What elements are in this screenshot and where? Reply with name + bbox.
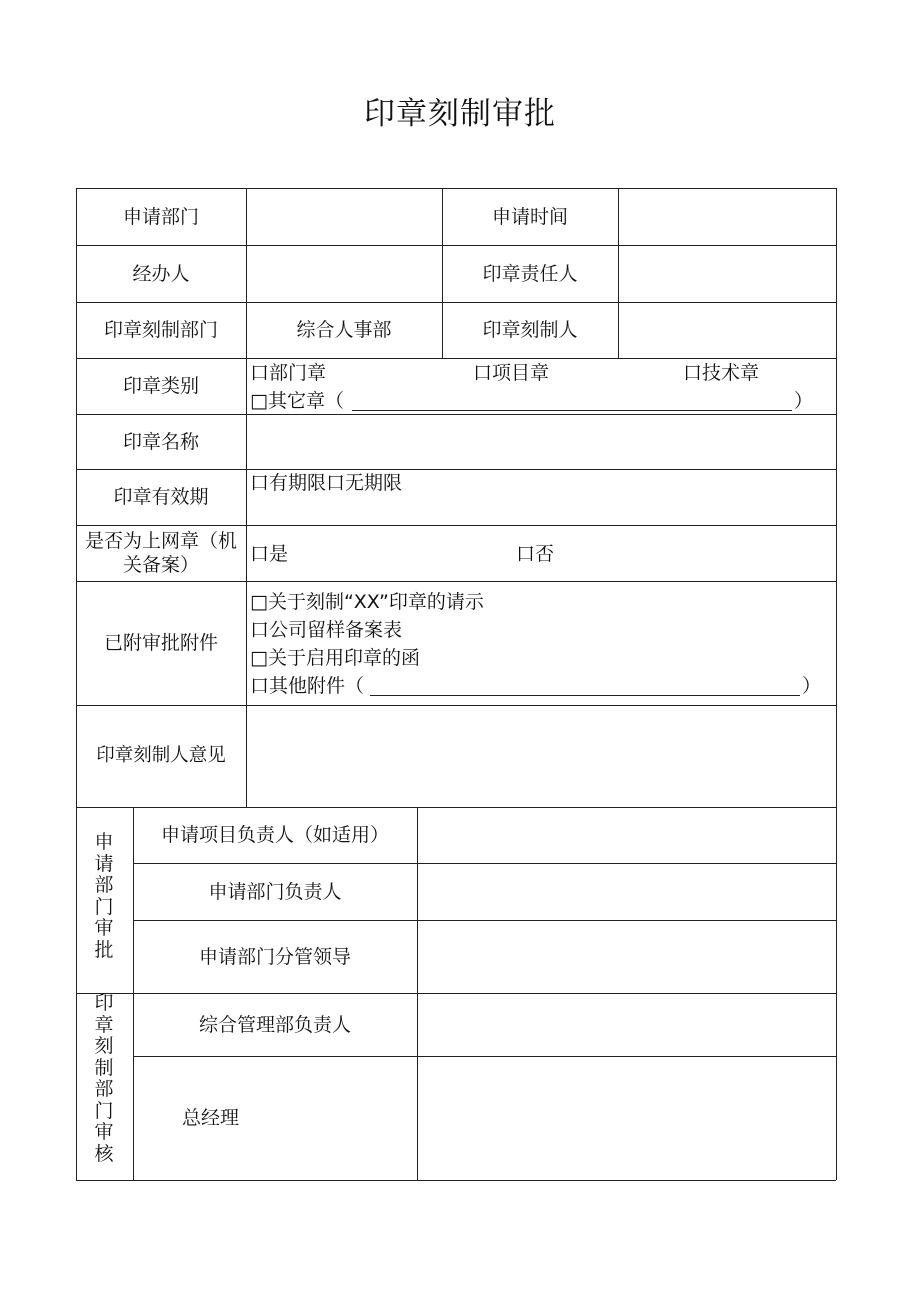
admin-head-field[interactable] — [417, 993, 836, 1056]
table-border-right — [836, 188, 837, 1180]
carving-dept-label: 印章刻制部门 — [103, 319, 218, 341]
attachment-item[interactable]: □关于刻制“XX”印章的请示 — [250, 591, 484, 613]
table-border-bottom — [76, 1180, 836, 1181]
dept-head-field[interactable] — [417, 863, 836, 920]
seal-keeper-field[interactable] — [618, 245, 836, 302]
validity-label: 印章有效期 — [113, 486, 209, 508]
seal-name-field[interactable] — [246, 414, 836, 469]
online-seal-yes[interactable]: 口是 — [250, 543, 289, 565]
seal-type-option-project[interactable]: 口项目章 — [473, 362, 550, 384]
attachment-item[interactable]: □关于启用印章的函 — [250, 647, 420, 669]
apply-dept-label: 申请部门 — [122, 205, 199, 228]
online-seal-no[interactable]: 口否 — [516, 543, 555, 565]
carver-field[interactable] — [618, 302, 836, 358]
dept-leader-label: 申请部门分管领导 — [198, 945, 351, 968]
project-lead-field[interactable] — [417, 807, 836, 863]
dept-approval-group-label: 申请部门审批 — [94, 831, 114, 961]
seal-type-option-tech[interactable]: 口技术章 — [683, 362, 760, 384]
handler-field[interactable] — [246, 245, 442, 302]
carver-label: 印章刻制人 — [482, 319, 578, 341]
seal-type-other-close: ） — [794, 390, 814, 412]
dept-leader-field[interactable] — [417, 920, 836, 993]
carving-dept-field[interactable]: 综合人事部 — [296, 319, 392, 341]
attachment-other-option[interactable]: 口其他附件（ — [250, 675, 365, 697]
seal-name-label: 印章名称 — [122, 430, 199, 453]
document-title: 印章刻制审批 — [364, 96, 556, 132]
general-manager-field[interactable] — [417, 1056, 836, 1180]
carver-opinion-field[interactable] — [246, 705, 836, 807]
carving-review-group-label: 印章刻制部门审核 — [94, 992, 114, 1165]
admin-head-label: 综合管理部负责人 — [198, 1013, 351, 1036]
seal-type-label: 印章类别 — [122, 375, 199, 397]
seal-type-option-dept[interactable]: 口部门章 — [250, 362, 327, 384]
seal-keeper-label: 印章责任人 — [482, 262, 578, 285]
apply-dept-field[interactable] — [246, 188, 442, 245]
apply-time-field[interactable] — [618, 188, 836, 245]
attachment-other-blank[interactable] — [370, 695, 800, 696]
attachment-item[interactable]: 口公司留样备案表 — [250, 619, 403, 641]
apply-time-label: 申请时间 — [491, 205, 568, 228]
validity-options[interactable]: 口有期限口无期限 — [250, 472, 403, 494]
handler-label: 经办人 — [132, 262, 190, 285]
attachment-other-close: ） — [802, 675, 822, 697]
seal-type-other-blank[interactable] — [352, 410, 792, 411]
online-seal-label: 是否为上网章（机关备案） — [84, 530, 237, 576]
dept-head-label: 申请部门负责人 — [208, 880, 342, 903]
carver-opinion-label: 印章刻制人意见 — [96, 745, 226, 766]
general-manager-label: 总经理 — [181, 1107, 239, 1129]
project-lead-label: 申请项目负责人（如适用） — [160, 824, 389, 846]
attachments-label: 已附审批附件 — [103, 632, 218, 654]
seal-type-option-other[interactable]: □其它章（ — [250, 390, 344, 412]
